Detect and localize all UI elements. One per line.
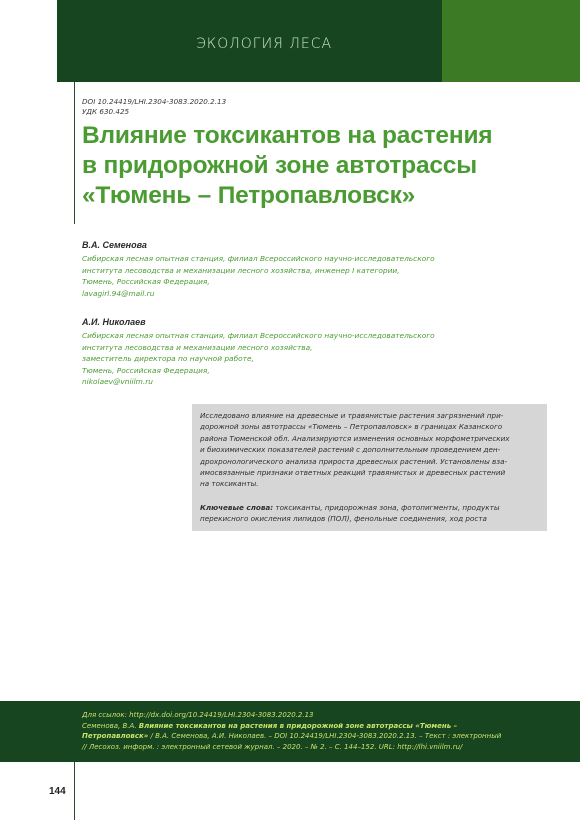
citation [82, 710, 572, 752]
header-accent [442, 0, 580, 82]
citation-author: Семенова, В.А. [82, 721, 139, 730]
citation-title: Влияние токсикантов на растения в придорожной зоне автотрассы «Тюмень – [138, 721, 458, 730]
udc: УДК 630.425 [82, 107, 130, 116]
author-email[interactable]: nikolaev@vniilm.ru [82, 377, 153, 386]
citation-details: / В.А. Семенова, А.И. Николаев. – DOI 10.24419/LHI.2304-3083.2020.2.13. – Текст : электронный [148, 732, 502, 741]
abstract-line: дорожной зоны автотрассы «Тюмень – Петропавловск» в границах Казанского [200, 422, 503, 432]
author-name: В.А. Семенова [82, 240, 147, 250]
abstract-line: Исследовано влияние на древесные и травянистые растения загрязнений при- [200, 411, 504, 420]
affiliation-line: Тюмень, Российская Федерация, [82, 365, 210, 375]
margin-rule [74, 82, 75, 224]
page-number: 144 [49, 786, 66, 797]
abstract-line: и биохимических показателей растений с дополнительным проведением ден- [200, 445, 501, 455]
affiliation-line: заместитель директора по научной работе, [82, 354, 254, 363]
title-line: в придорожной зоне автотрассы [82, 152, 477, 179]
article-meta [82, 97, 226, 117]
affiliation-line: Сибирская лесная опытная станция, филиал Всероссийского научно-исследовательского [82, 331, 435, 340]
keywords-text: перекисного окисления липидов (ПОЛ), фенольные соединения, ход роста [200, 514, 487, 524]
title-line: Влияние токсикантов на растения [82, 122, 493, 149]
keywords-label: Ключевые слова: [200, 503, 274, 512]
keywords-text: токсиканты, придорожная зона, фотопигменты, продукты [273, 503, 500, 512]
margin-rule [74, 762, 75, 820]
abstract-line: дрохронологического анализа прироста древесных растений. Установлены вза- [200, 456, 508, 466]
author-name: А.И. Николаев [82, 317, 146, 327]
abstract-line: на токсиканты. [200, 479, 259, 489]
affiliation-line: Тюмень, Российская Федерация, [82, 277, 210, 286]
author-block [82, 316, 532, 388]
affiliation-line: Сибирская лесная опытная станция, филиал Всероссийского научно-исследовательского [82, 254, 435, 263]
title-line: «Тюмень – Петропавловск» [82, 182, 416, 209]
affiliation-line: института лесоводства и механизации лесного хозяйства, [82, 342, 313, 352]
author-block [82, 239, 532, 299]
citation-details: // Лесохоз. информ. : электронный сетевой журнал. – 2020. – № 2. – С. 144–152. URL: http://lhi.vniilm.ru/ [82, 742, 463, 751]
citation-title: Петропавловск» [82, 732, 149, 741]
section-title: ЭКОЛОГИЯ ЛЕСА [196, 36, 333, 52]
abstract-line: района Тюменской обл. Анализируются изменения основных морфометрических [200, 433, 510, 443]
article-title [82, 121, 552, 211]
doi: DOI 10.24419/LHI.2304-3083.2020.2.13 [82, 97, 227, 106]
affiliation-line: института лесоводства и механизации лесного хозяйства, инженер I категории, [82, 265, 400, 275]
abstract-line: имосвязанные признаки ответных реакций травянистых и древесных растений [200, 468, 506, 478]
abstract [200, 410, 540, 490]
citation-link[interactable]: Для ссылок: http://dx.doi.org/10.24419/LHI.2304-3083.2020.2.13 [82, 711, 314, 719]
keywords [200, 502, 540, 525]
author-email[interactable]: lavagirl.94@mail.ru [82, 288, 155, 298]
